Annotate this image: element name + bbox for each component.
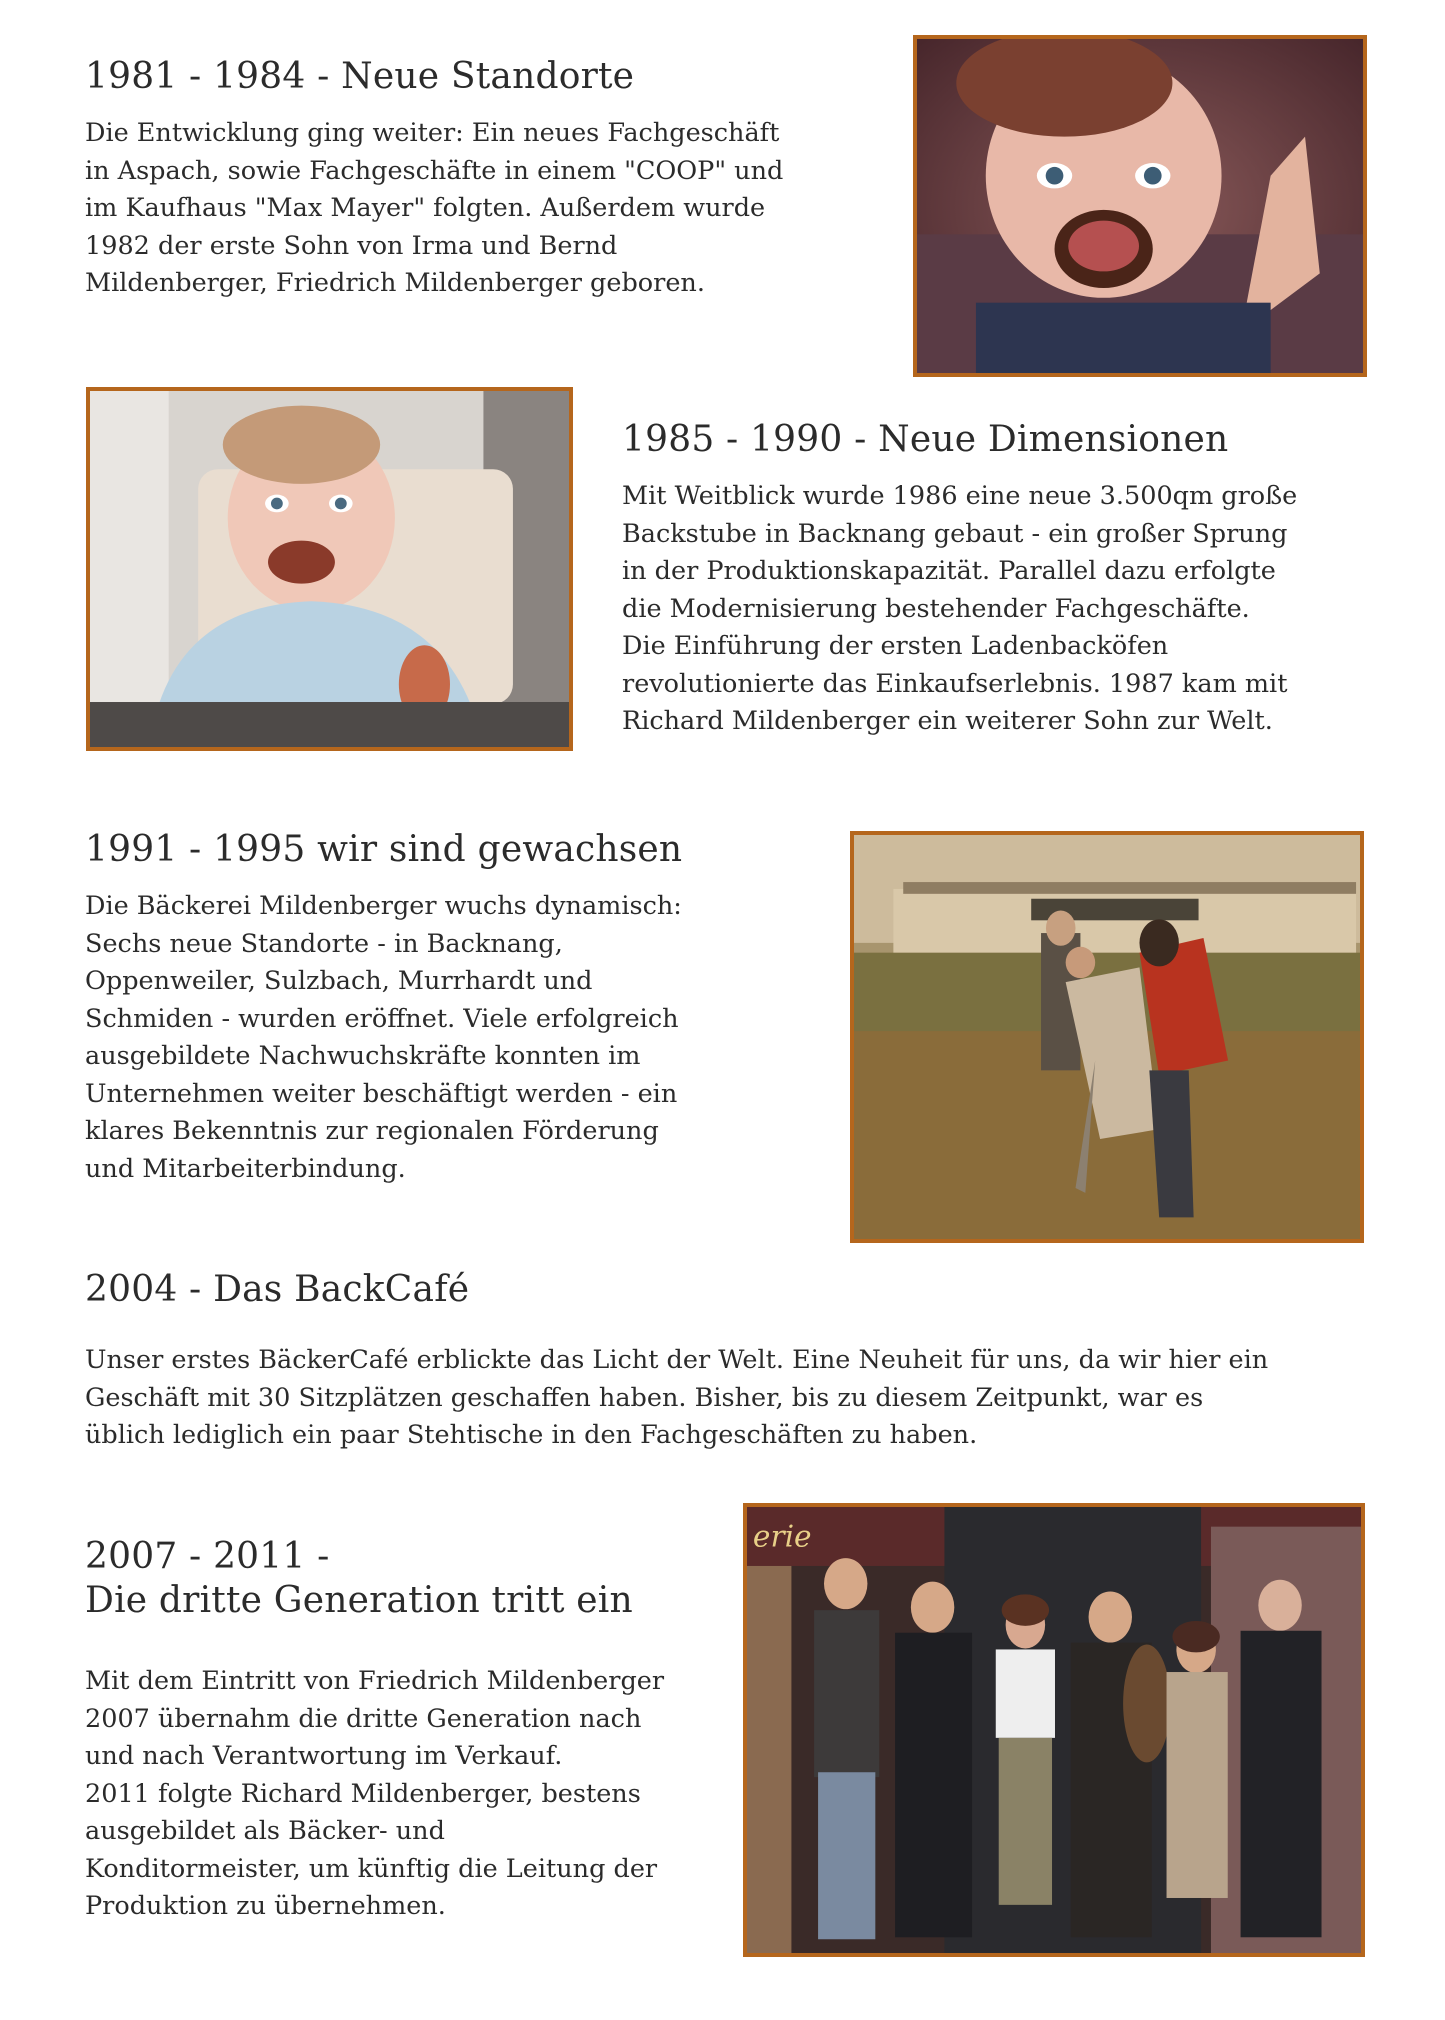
section-title: 2004 - Das BackCafé [85,1269,470,1310]
section-text: Die Bäckerei Mildenberger wuchs dynamisch: Sechs neue Standorte - in Backnang, Oppenweiler, Sulzbach, Murrhardt und Schmiden - wurden eröffnet. Viele erfolgreich ausgebildete Nachwuchskräfte konnten im Unternehmen weiter beschäftigt werden - ein klares Bekenntnis zur regionalen Förderung und Mitarbeiterbindung. [85,891,682,1184]
photo-baby-highchair [86,387,573,751]
section-text: Unser erstes BäckerCafé erblickte das Licht der Welt. Eine Neuheit für uns, da wir hier ein Geschäft mit 30 Sitzplätzen geschaffen haben. Bisher, bis zu diesem Zeitpunkt, war es üblich lediglich ein paar Stehtische in den Fachgeschäften zu haben. [85,1345,1269,1450]
section-text: Mit Weitblick wurde 1986 eine neue 3.500qm große Backstube in Backnang gebaut - ein großer Sprung in der Produktionskapazität. Parallel dazu erfolgte die Modernisierung bestehender Fachgeschäfte. Die Einführung der ersten Ladenbacköfen revolutionierte das Einkaufserlebnis. 1987 kam mit Richard Mildenberger ein weiterer Sohn zur Welt. [622,481,1298,736]
section-2007-2011 [85,1535,745,1926]
section-text: Mit dem Eintritt von Friedrich Mildenberger 2007 übernahm die dritte Generation nach und nach Verantwortung im Verkauf. 2011 folgte Richard Mildenberger, bestens ausgebildet als Bäcker- und Konditormeister, um künftig die Leitung der Produktion zu übernehmen. [85,1666,665,1921]
section-title: 2007 - 2011 - Die dritte Generation tritt ein [85,1536,633,1621]
photo-toddler-chocolate [913,35,1367,377]
section-1991-1995 [85,828,845,1188]
section-text: Die Entwicklung ging weiter: Ein neues Fachgeschäft in Aspach, sowie Fachgeschäfte in einem "COOP" und im Kaufhaus "Max Mayer" folgten. Außerdem wurde 1982 der erste Sohn von Irma und Bernd Mildenberger, Friedrich Mildenberger geboren. [85,118,784,298]
photo-groundbreaking [850,831,1364,1243]
section-2004 [85,1268,1385,1455]
shop-sign-text: erie [752,1519,812,1554]
photo-family-group [743,1503,1365,1957]
section-1985-1990 [622,418,1402,741]
section-title: 1985 - 1990 - Neue Dimensionen [622,419,1229,460]
section-1981-1984 [85,55,845,303]
section-title: 1981 - 1984 - Neue Standorte [85,56,635,97]
section-title: 1991 - 1995 wir sind gewachsen [85,829,683,870]
